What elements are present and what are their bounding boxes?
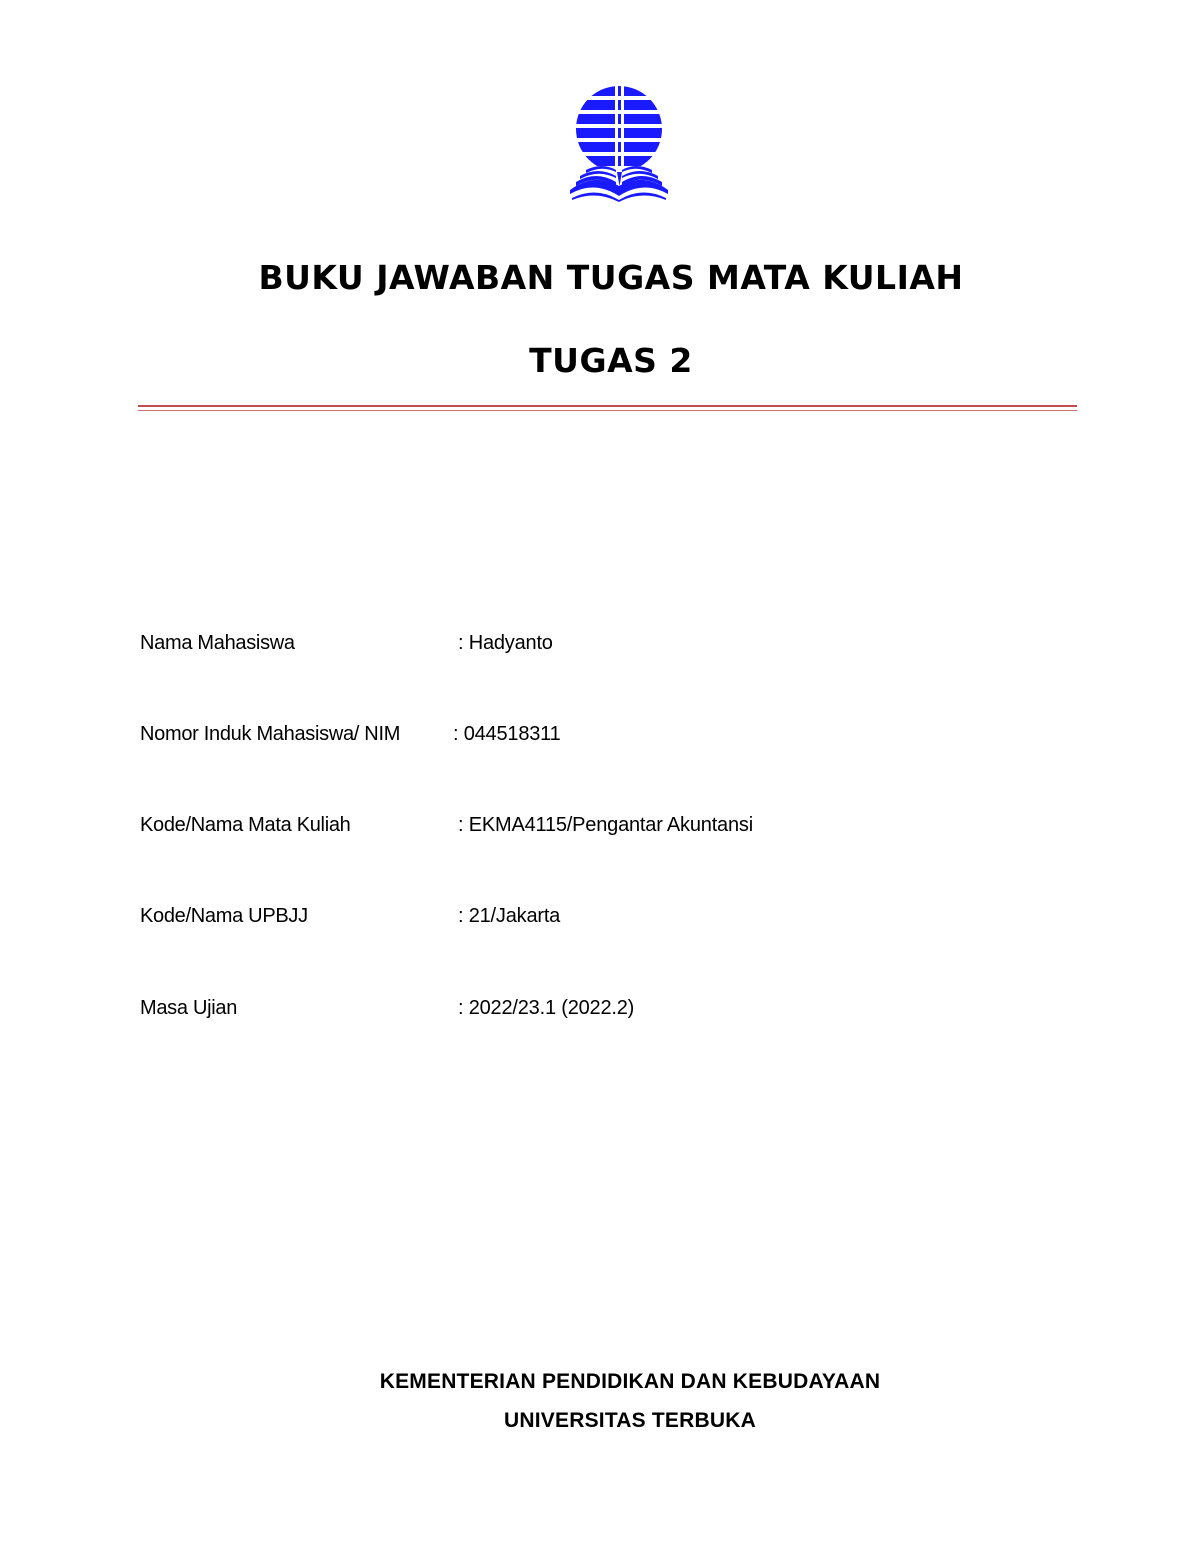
info-label: Nomor Induk Mahasiswa/ NIM — [140, 723, 401, 745]
info-value: : 044518311 — [453, 723, 561, 745]
info-label: Nama Mahasiswa — [140, 632, 295, 654]
university-name: UNIVERSITAS TERBUKA — [504, 1409, 756, 1432]
info-label: Kode/Nama UPBJJ — [140, 905, 308, 927]
info-value: : 21/Jakarta — [458, 905, 561, 927]
info-label: Masa Ujian — [140, 997, 238, 1019]
divider-line-bottom — [138, 410, 1077, 411]
info-value: : EKMA4115/Pengantar Akuntansi — [458, 814, 753, 836]
divider-line-top — [138, 405, 1077, 407]
info-value: : Hadyanto — [458, 632, 553, 654]
document-title: BUKU JAWABAN TUGAS MATA KULIAH — [258, 258, 964, 297]
assignment-number: TUGAS 2 — [529, 341, 693, 380]
institution-footer — [0, 1366, 1200, 1444]
ministry-name: KEMENTERIAN PENDIDIKAN DAN KEBUDAYAAN — [379, 1370, 881, 1393]
info-label: Kode/Nama Mata Kuliah — [140, 814, 351, 836]
info-value: : 2022/23.1 (2022.2) — [458, 997, 635, 1019]
universitas-terbuka-logo — [566, 86, 672, 202]
